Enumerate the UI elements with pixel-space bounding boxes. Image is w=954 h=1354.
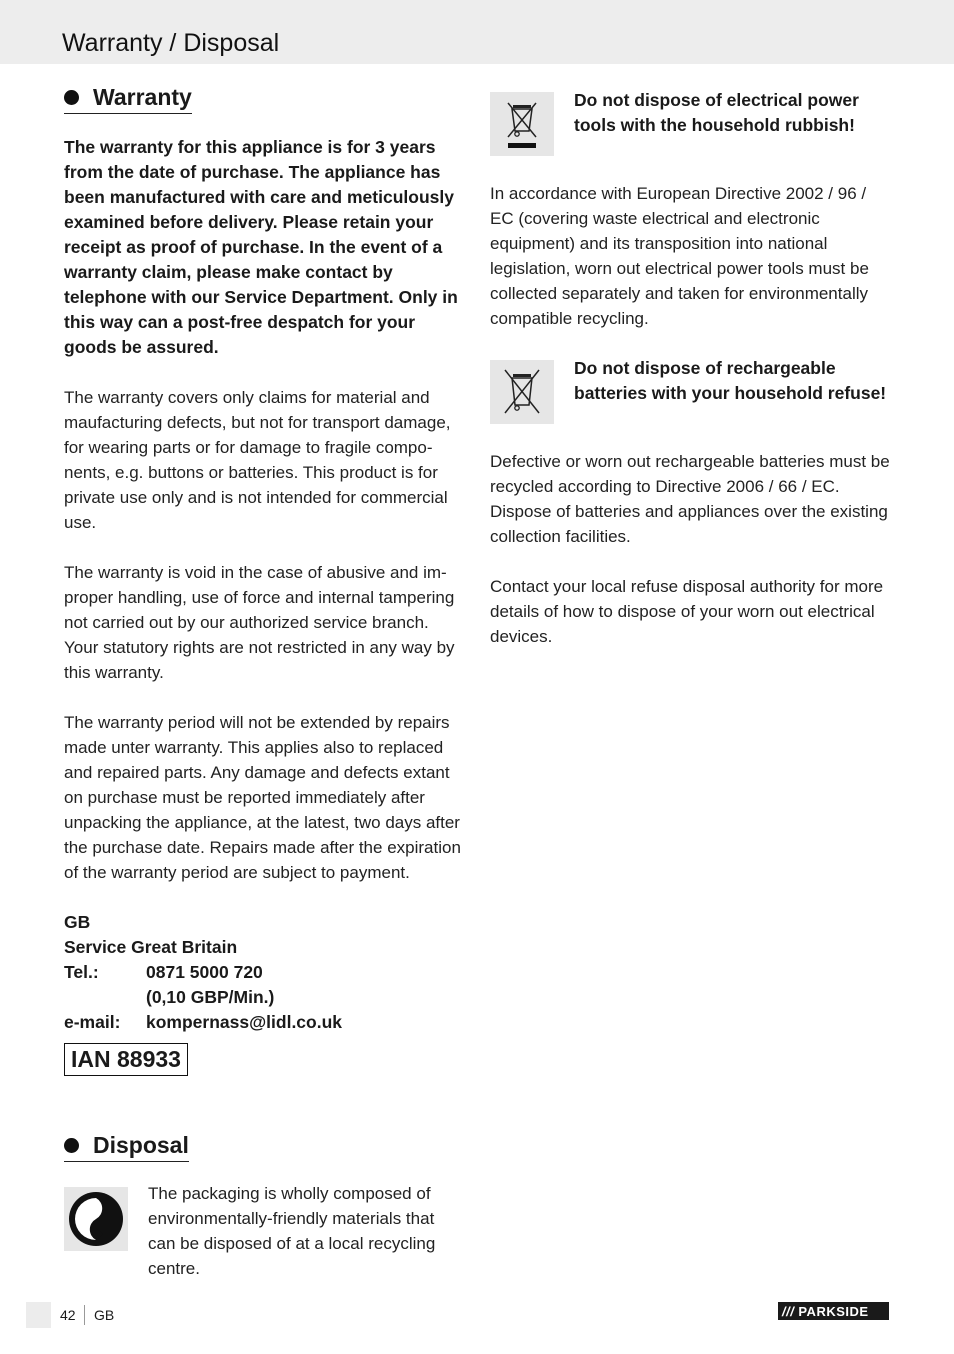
service-tel-rate-row xyxy=(64,985,464,1010)
power-tools-disposal xyxy=(490,88,894,156)
page-title: Warranty / Disposal xyxy=(62,29,280,57)
service-tel-row xyxy=(64,960,464,985)
bullet-icon xyxy=(64,1138,79,1153)
packaging-text: The packaging is wholly composed of environmentally-friendly materials that can be disposed of at a local recycling centre. xyxy=(148,1184,436,1278)
warranty-paragraph-1: The warranty covers only claims for material and maufacturing defects, but not for transport damage, for wearing parts or for damage to fragile components, e.g. buttons or batteries. This product is for private use only and is not intended for commercial use. xyxy=(64,388,451,532)
left-column xyxy=(64,82,464,1281)
batteries-disposal xyxy=(490,356,894,424)
footer-language: GB xyxy=(94,1307,115,1323)
warranty-heading xyxy=(64,82,192,114)
batteries-heading: Do not dispose of rechargeable batteries with your household refuse! xyxy=(574,358,887,403)
green-dot-recycling-icon xyxy=(64,1187,128,1251)
ian-number: IAN 88933 xyxy=(64,1043,188,1076)
packaging-disposal xyxy=(64,1184,464,1281)
parkside-logo xyxy=(778,1302,889,1320)
tel-number: 0871 5000 720 xyxy=(146,962,263,982)
contact-authority-text: Contact your local refuse disposal authority for more details of how to dispose of your worn out electrical devices. xyxy=(490,577,884,646)
bullet-icon xyxy=(64,90,79,105)
power-tools-text: In accordance with European Directive 2002 / 96 / EC (covering waste electrical and electronic equipment) and its transposition into national legislation, worn out electrical power tools must be collected separately and taken for environmentally compatible recycling. xyxy=(490,184,869,328)
warranty-heading-text: Warranty xyxy=(93,84,192,110)
footer-divider xyxy=(84,1305,85,1325)
logo-slashes-icon: /// xyxy=(782,1303,795,1319)
email-address: kompernass@lidl.co.uk xyxy=(146,1012,343,1032)
crossed-out-battery-bin-icon xyxy=(490,360,554,424)
batteries-text: Defective or worn out rechargeable batteries must be recycled according to Directive 2006 / 66 / EC. Dispose of batteries and appliances over the existing collection facilities. xyxy=(490,452,890,546)
service-email-row xyxy=(64,1010,464,1035)
power-tools-heading: Do not dispose of electrical power tools with the household rubbish! xyxy=(574,90,859,135)
service-name: Service Great Britain xyxy=(64,937,238,957)
disposal-heading xyxy=(64,1130,189,1162)
footer-marker xyxy=(26,1302,51,1328)
tel-label: Tel.: xyxy=(64,962,99,982)
warranty-paragraph-3: The warranty period will not be extended by repairs made unter warranty. This applies also to replaced and repaired parts. Any damage and defects extant on purchase must be reported immediately after unpacking the appliance, at the latest, two days after the purchase date. Repairs made after the expiration of the warranty period are subject to payment. xyxy=(64,713,461,882)
warranty-paragraph-2: The warranty is void in the case of abusive and improper handling, use of force and internal tampering not carried out by our authorized service branch. Your statutory rights are not restricted in any way by this warranty. xyxy=(64,563,455,682)
right-column xyxy=(490,88,894,649)
brand-name: PARKSIDE xyxy=(798,1303,869,1319)
tel-rate: (0,10 GBP/Min.) xyxy=(146,987,275,1007)
email-label: e-mail: xyxy=(64,1012,121,1032)
crossed-out-wheelie-bin-icon xyxy=(490,92,554,156)
warranty-bold-intro: The warranty for this appliance is for 3 years from the date of purchase. The appliance has been manufactured with care and meticulously examined before delivery. Please retain your receipt as proof of purchase. In the event of a warranty claim, please make contact by telephone with our Service Department. Only in this way can a post-free despatch for your goods be assured. xyxy=(64,137,458,357)
page-number: 42 xyxy=(60,1307,76,1323)
service-contact xyxy=(64,910,464,1035)
service-country: GB xyxy=(64,912,91,932)
disposal-heading-text: Disposal xyxy=(93,1132,189,1158)
